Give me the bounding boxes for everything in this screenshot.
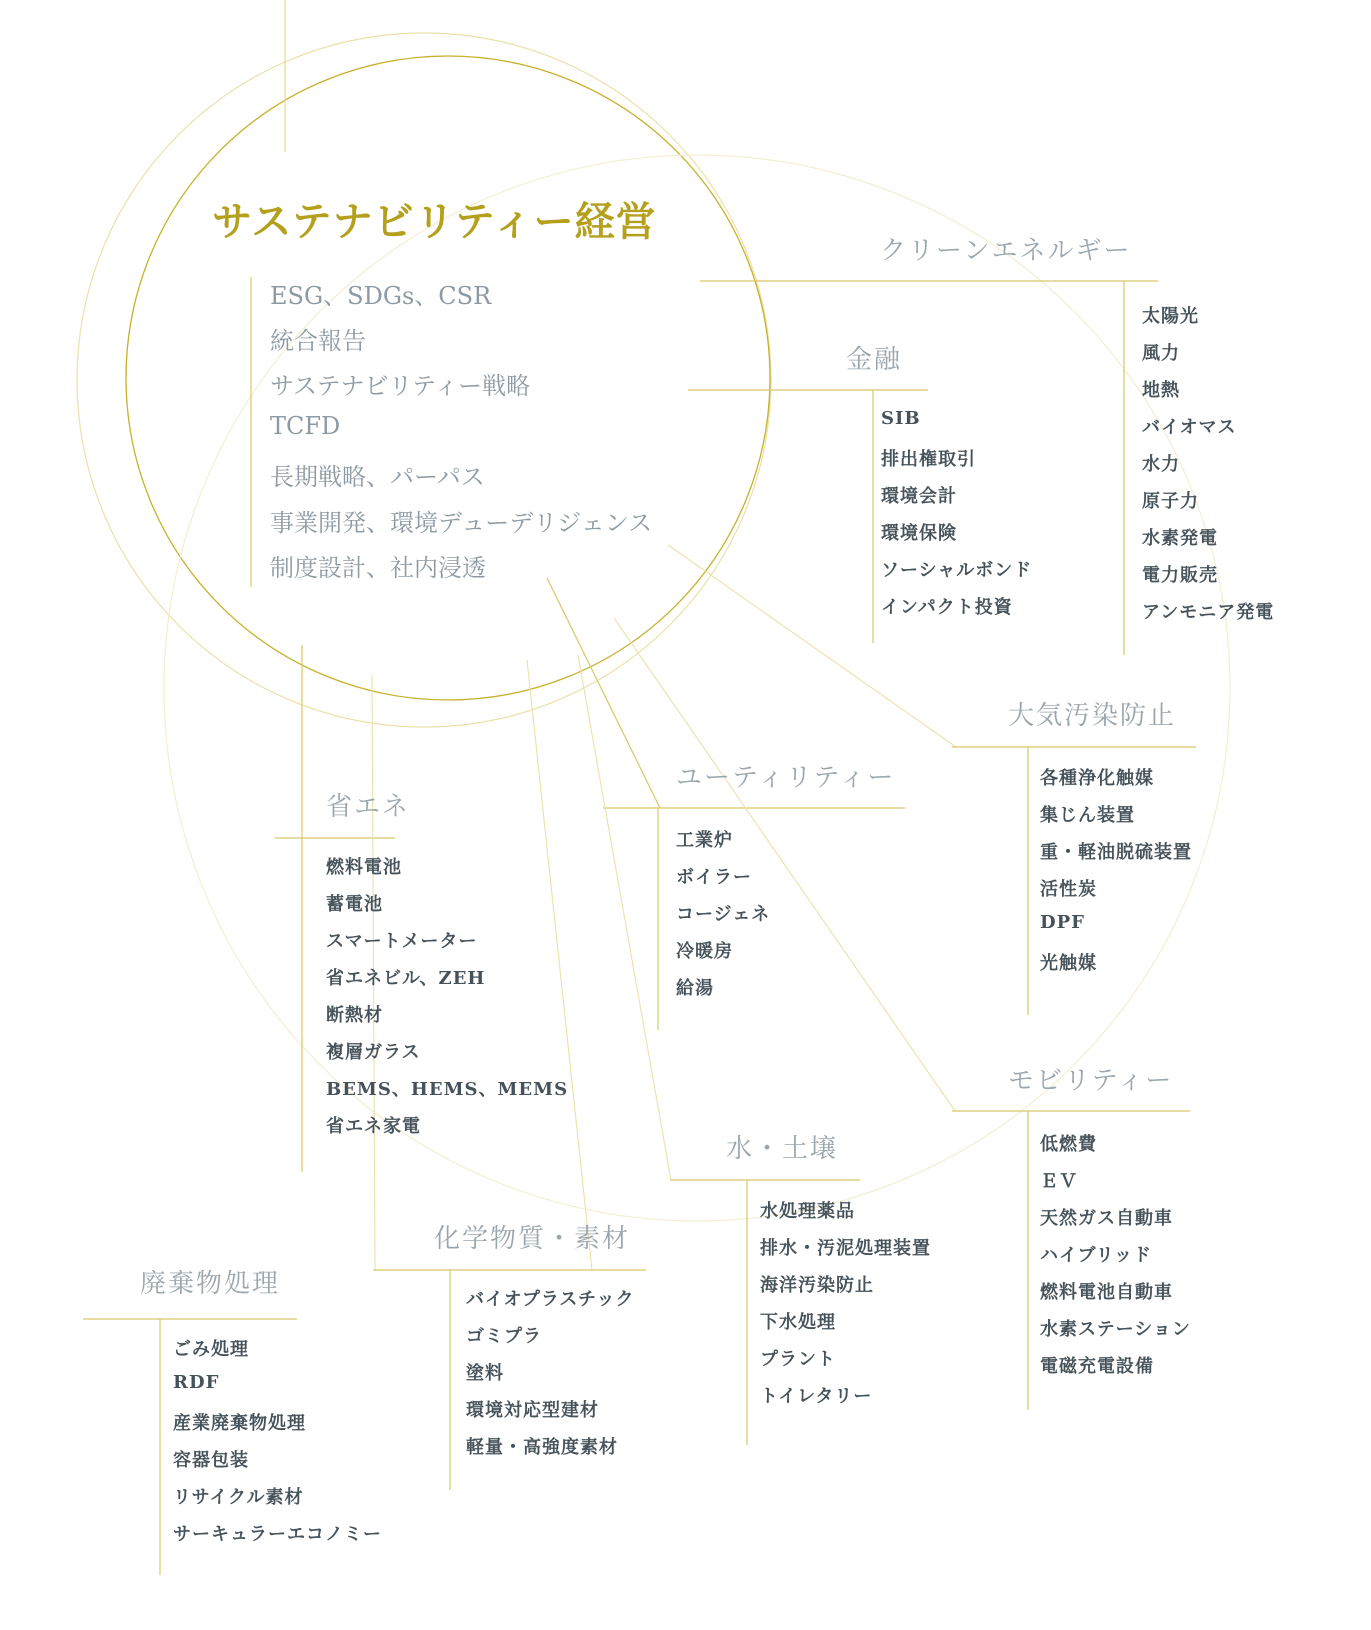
category-item-clean-energy: 電力販売 (1142, 565, 1218, 586)
core-item: 統合報告 (270, 327, 366, 355)
category-item-utility: 冷暖房 (676, 941, 733, 962)
category-item-air-pollution: 各種浄化触媒 (1040, 768, 1154, 789)
category-item-energy-saving: 断熱材 (326, 1005, 383, 1026)
category-item-energy-saving: スマートメーター (326, 931, 478, 952)
category-item-chemicals: 塗料 (466, 1363, 504, 1384)
category-item-clean-energy: 地熱 (1142, 380, 1180, 401)
category-item-finance: SIB (881, 408, 921, 429)
category-item-chemicals: 環境対応型建材 (466, 1400, 599, 1421)
category-item-chemicals: ゴミプラ (466, 1326, 542, 1347)
category-item-finance: インパクト投資 (881, 597, 1013, 618)
category-item-finance: 環境保険 (881, 523, 957, 544)
category-title-clean-energy: クリーンエネルギー (880, 236, 1132, 266)
core-item: 制度設計、社内浸透 (270, 554, 486, 582)
category-item-air-pollution: 集じん装置 (1040, 805, 1135, 826)
core-item: 事業開発、環境デューデリジェンス (270, 509, 653, 537)
category-title-energy-saving: 省エネ (326, 792, 411, 822)
category-item-mobility: 燃料電池自動車 (1040, 1282, 1173, 1303)
category-item-waste: ごみ処理 (173, 1339, 249, 1360)
category-item-air-pollution: DPF (1040, 912, 1085, 933)
category-title-water-soil: 水・土壌 (726, 1134, 839, 1164)
category-item-energy-saving: BEMS、HEMS、MEMS (326, 1079, 569, 1100)
category-item-waste: 容器包装 (173, 1450, 249, 1471)
category-item-mobility: ハイブリッド (1040, 1245, 1153, 1266)
category-item-waste: 産業廃棄物処理 (173, 1413, 306, 1434)
category-item-finance: 排出権取引 (881, 449, 976, 470)
category-item-mobility: 低燃費 (1040, 1134, 1097, 1155)
category-item-waste: リサイクル素材 (173, 1487, 304, 1508)
category-item-mobility: 電磁充電設備 (1040, 1356, 1154, 1377)
category-item-mobility: 天然ガス自動車 (1040, 1208, 1173, 1229)
sustainability-management-title: サステナビリティー経営 (212, 198, 657, 245)
category-item-utility: ボイラー (676, 867, 752, 888)
category-item-clean-energy: 水力 (1142, 454, 1180, 475)
category-title-mobility: モビリティー (1008, 1066, 1174, 1096)
category-item-water-soil: 海洋汚染防止 (760, 1275, 874, 1296)
category-item-air-pollution: 光触媒 (1040, 953, 1097, 974)
category-item-mobility: ＥＶ (1040, 1171, 1078, 1192)
category-item-waste: RDF (173, 1372, 220, 1393)
category-item-finance: ソーシャルボンド (881, 560, 1033, 581)
category-item-water-soil: 水処理薬品 (760, 1201, 855, 1222)
category-item-clean-energy: 風力 (1142, 343, 1180, 364)
category-item-clean-energy: 水素発電 (1142, 528, 1218, 549)
category-item-energy-saving: 複層ガラス (326, 1042, 421, 1063)
core-item: 長期戦略、パーパス (270, 463, 485, 491)
category-item-clean-energy: アンモニア発電 (1142, 602, 1275, 623)
category-item-air-pollution: 活性炭 (1040, 879, 1097, 900)
category-item-energy-saving: 省エネ家電 (326, 1116, 421, 1137)
category-item-clean-energy: バイオマス (1142, 417, 1237, 438)
core-item: サステナビリティー戦略 (270, 372, 531, 400)
category-item-utility: 工業炉 (676, 830, 733, 851)
category-title-chemicals: 化学物質・素材 (434, 1224, 631, 1254)
category-title-utility: ユーティリティー (676, 763, 896, 793)
category-title-air-pollution: 大気汚染防止 (1008, 701, 1177, 731)
category-item-waste: サーキュラーエコノミー (173, 1524, 382, 1545)
category-item-water-soil: トイレタリー (760, 1386, 873, 1407)
category-title-finance: 金融 (846, 345, 903, 375)
category-item-water-soil: プラント (760, 1349, 836, 1370)
category-item-chemicals: 軽量・高強度素材 (466, 1437, 618, 1458)
category-item-energy-saving: 燃料電池 (326, 857, 402, 878)
category-item-clean-energy: 太陽光 (1142, 306, 1199, 327)
category-item-mobility: 水素ステーション (1040, 1319, 1191, 1340)
core-item: TCFD (270, 412, 341, 440)
core-item: ESG、SDGs、CSR (270, 282, 492, 310)
category-item-clean-energy: 原子力 (1142, 491, 1199, 512)
category-item-air-pollution: 重・軽油脱硫装置 (1040, 842, 1192, 863)
category-item-energy-saving: 省エネビル、ZEH (326, 968, 486, 989)
category-title-waste: 廃棄物処理 (140, 1269, 281, 1299)
category-item-finance: 環境会計 (881, 486, 957, 507)
category-item-energy-saving: 蓄電池 (326, 894, 383, 915)
category-item-utility: コージェネ (676, 904, 771, 925)
category-item-chemicals: バイオプラスチック (466, 1289, 635, 1310)
category-item-utility: 給湯 (676, 978, 714, 999)
category-item-water-soil: 排水・汚泥処理装置 (760, 1238, 931, 1259)
category-item-water-soil: 下水処理 (760, 1312, 836, 1333)
